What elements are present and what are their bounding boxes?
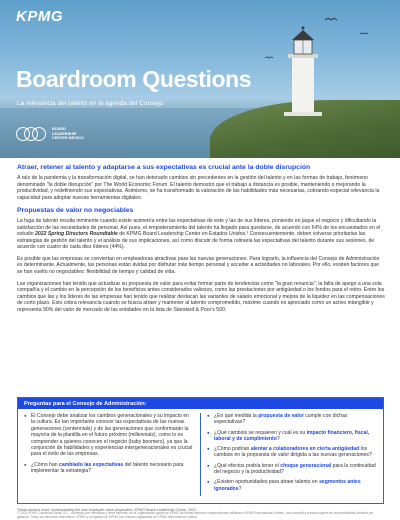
section-heading-disruption: Atraer, retener al talento y adaptarse a sus expectativas es crucial ante la doble disrupción bbox=[17, 164, 311, 171]
paragraph-talent-drain-part2: de KPMG Board Leadership Center en Estados Unidos.¹ Consecuentemente, deben volverse prioritarias las estrategias de gestión del talento y el análisis de sus implicaciones, así como discutir de forma rutinaria las expectativas del talento durante sus sesiones, de acuerdo con cuatro de cada diez líderes (44%). bbox=[17, 231, 375, 251]
study-name: 2022 Spring Directors Roundtable bbox=[35, 231, 118, 238]
board-leadership-center-logo bbox=[16, 127, 86, 141]
board-questions-box bbox=[17, 397, 384, 504]
question-generational-clash bbox=[207, 463, 377, 476]
paragraph-disruption: A raíz de la pandemia y la transformación digital, se han detonado cambios sin precedentes en la gestión del talento y en las formas de trabajo, fenómeno denominado "la doble disrupción" por The World Economic Forum. El talento demostró que el trabajo a distancia es posible, manteniendo o mejorando la productividad, y redefiniendo sus expectativas. Asimismo, se ha transformado la valoración de las habilidades más necesarias, cobrando especial relevancia la capacidad para adoptar nuevas herramientas digitales. bbox=[17, 175, 380, 201]
question-ignored-segments bbox=[207, 479, 377, 492]
source-footnote: ¹What workers want: Understanding the new employee value proposition, KPMG Board Leadership Center, 2022. bbox=[17, 508, 197, 512]
questions-right-column bbox=[200, 413, 377, 496]
question-text: ¿Qué cambios se requieren y cuál es su bbox=[214, 429, 307, 436]
question-text: ¿Cómo podrían bbox=[214, 446, 251, 453]
brc-label: BOARD LEADERSHIP CENTER MEXICO bbox=[52, 127, 84, 141]
paragraph-talent-drain-part1: La fuga de talento resulta inminente cuando existe asimetría entre las expectativas de este y las de sus líderes, poniendo en jaque el negocio y dificultando la satisfacción de las necesidades de personal. Así pues, el empoderamiento del talento ha llegado para quedarse, de acuerdo con 64% de los encuestados en el estudio bbox=[17, 218, 381, 238]
questions-body bbox=[18, 409, 383, 500]
brc-circles-icon bbox=[16, 127, 40, 141]
question-highlight: choque generacional bbox=[280, 462, 332, 469]
question-generational-change: ● El Consejo debe analizar los cambios generacionales y su impacto en la cultura. Es tan importante conocer las expectativas de las nuevas generaciones (centennials) y de las generaciones que conformarán la mayoría de la plantilla en el futuro próximo (millennials), como lo es comprender a quienes conocen el negocio (baby boomers), ya que la conjunción de habilidades y experiencias intergeneracionales es crucial para el éxito de las empresas. bbox=[24, 413, 194, 458]
paragraph-new-generations: Es posible que las empresas se conviertan en empleadoras atractivas para las nuevas generaciones. Para lograrlo, la influencia del Consejo de Administración es determinante. Actualmente, las personas están ávidas por disfrutar más tiempo personal y acceder a actividades no laborales. Por ello, existen factores que se han vuelto no negociables: flexibilidad de tiempo y calidad de vida. bbox=[17, 255, 380, 276]
question-text: ¿Cómo han bbox=[31, 461, 60, 468]
question-text: ? bbox=[238, 485, 242, 492]
question-text: ¿Existen oportunidades para atraer talento en bbox=[214, 479, 320, 486]
hero-image bbox=[0, 0, 400, 158]
section-heading-value-proposals: Propuestas de valor no negociables bbox=[17, 207, 134, 215]
question-text: para la continuidad del negocio y la productividad? bbox=[214, 462, 376, 476]
paragraph-value-update: Las organizaciones han tenido que actualizar su propuesta de valor para evitar formar parte de tendencias como "la gran renuncia"; la falta de apego a una sola compañía y el cambio en la percepción de los beneficios antes considerados valiosos, como las prestaciones por antigüedad o los fondos para el retiro. Entre los cambios que las y los líderes de las empresas han tenido que realizar destacan las variantes de salario emocional y mejora de la liquidez en las compensaciones de corto plazo. Esto cobra relevancia cuando se busca atraer y mantener al talento comprometido, máxime cuando es apreciado como un activo intangible y representa 90% del valor de mercado de las entidades en la lista de Standard & Poor's 500. bbox=[17, 280, 385, 313]
question-highlight: alentar a colaboradores en cierta antigüedad bbox=[250, 446, 360, 453]
question-required-changes bbox=[207, 430, 377, 443]
question-text: ¿En qué medida la bbox=[214, 413, 259, 419]
question-expectations-change bbox=[24, 462, 194, 475]
question-highlight: segmentos antes ignorados bbox=[214, 479, 361, 492]
question-highlight: impacto financiero, fiscal, laboral y de cumplimiento bbox=[214, 429, 370, 442]
legal-footer: © 2023 KPMG Cárdenas Dosal, S.C., sociedad civil mexicana y firma miembro de la organización global de KPMG de firmas miembro independientes afiliadas a KPMG International Limited, una compañía privada inglesa de responsabilidad limitada por garantía. Todos los derechos reservados. KPMG y el logotipo de KPMG son marcas registradas de KPMG International Limited. bbox=[17, 511, 374, 519]
question-value-proposal bbox=[207, 413, 377, 426]
page-subtitle: La relevancia del talento en la agenda del Consejo bbox=[17, 100, 163, 107]
paragraph-talent-drain bbox=[17, 218, 385, 251]
question-highlight: propuesta de valor bbox=[258, 413, 304, 419]
question-text: los cambios en la propuesta de valor dirigida a las nuevas generaciones? bbox=[214, 446, 372, 459]
questions-header: Preguntas para el Consejo de Administración: bbox=[18, 398, 383, 409]
page-title: Boardroom Questions bbox=[16, 66, 252, 92]
question-text: ? bbox=[276, 435, 280, 442]
questions-left-column bbox=[24, 413, 194, 496]
kpmg-logo[interactable]: KPMG bbox=[16, 8, 63, 25]
question-text: cumple con dichas expectativas? bbox=[214, 413, 348, 426]
question-highlight: cambiado las expectativas bbox=[59, 461, 124, 468]
question-text: del talento necesario para implementar la estrategia? bbox=[31, 461, 184, 475]
question-text: ¿Qué efectos podría tener el bbox=[214, 462, 281, 469]
question-seniority bbox=[207, 446, 377, 459]
main-content bbox=[17, 163, 385, 313]
